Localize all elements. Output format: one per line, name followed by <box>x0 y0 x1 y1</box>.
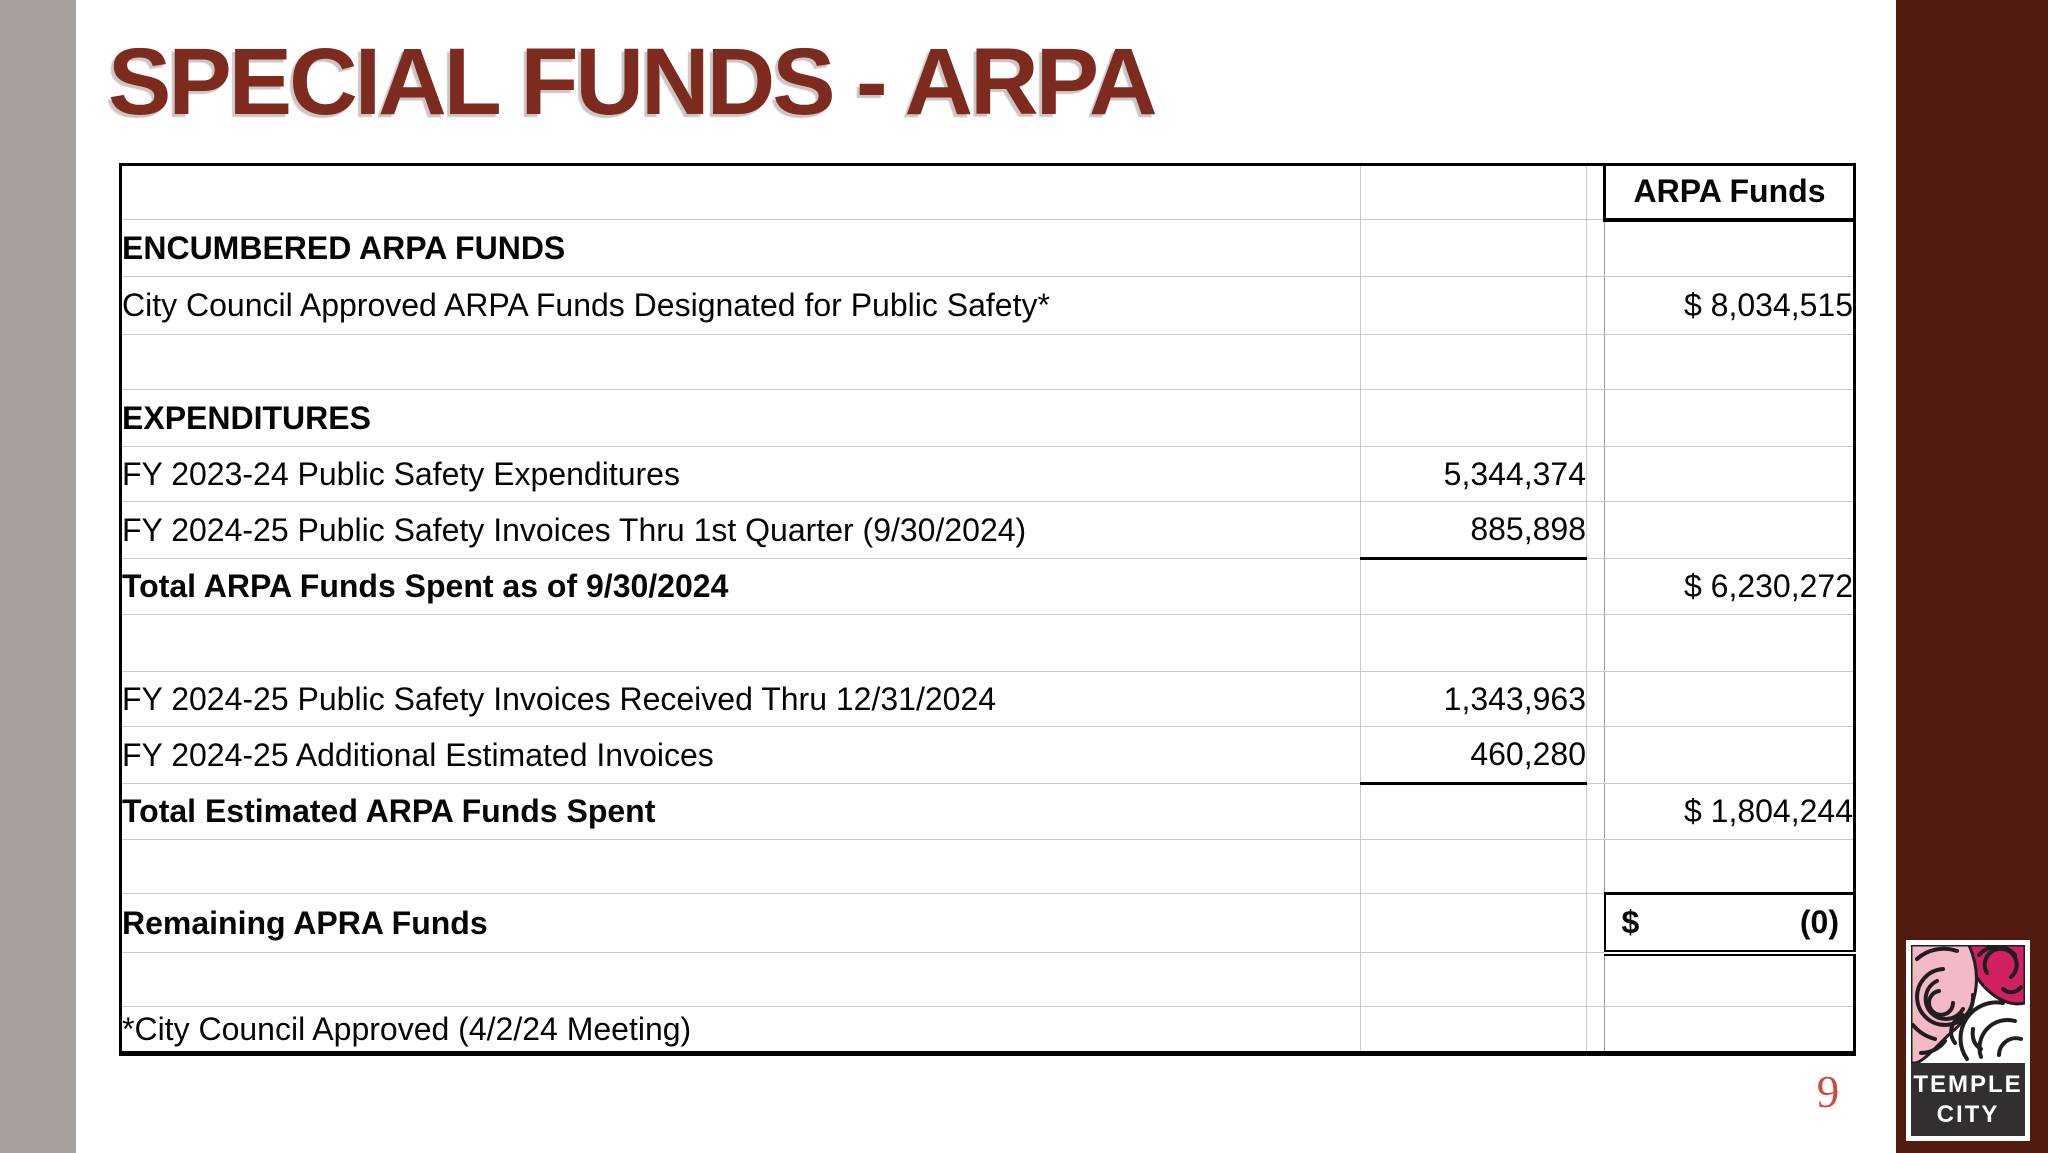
spacer-cell <box>1587 953 1605 1007</box>
amount-cell <box>1361 615 1587 672</box>
spacer-cell <box>1587 894 1605 953</box>
table-row <box>121 559 1855 615</box>
arpa-cell <box>1605 502 1855 559</box>
arpa-funds-column-header: ARPA Funds <box>1605 165 1855 220</box>
page-number: 9 <box>1816 1067 1840 1117</box>
remaining-funds-value-cell <box>1605 894 1855 953</box>
arpa-cell <box>1605 447 1855 502</box>
amount-cell <box>1361 335 1587 390</box>
amount-cell: 1,343,963 <box>1361 672 1587 727</box>
arpa-cell <box>1605 840 1855 894</box>
spacer-cell <box>1587 615 1605 672</box>
amount-cell <box>1361 953 1587 1007</box>
arpa-cell: $ 1,804,244 <box>1605 784 1855 840</box>
table-row <box>121 277 1855 335</box>
desc-cell <box>121 335 1361 390</box>
amount-cell <box>1361 840 1587 894</box>
arpa-cell <box>1605 727 1855 784</box>
table-row <box>121 784 1855 840</box>
arpa-cell <box>1605 1007 1855 1054</box>
slide-title: SPECIAL FUNDS - ARPA <box>108 29 1155 135</box>
desc-cell: FY 2024-25 Public Safety Invoices Thru 1st Quarter (9/30/2024) <box>121 502 1361 559</box>
desc-cell: Total ARPA Funds Spent as of 9/30/2024 <box>121 559 1361 615</box>
desc-cell: EXPENDITURES <box>121 390 1361 447</box>
desc-cell: City Council Approved ARPA Funds Designated for Public Safety* <box>121 277 1361 335</box>
temple-city-logo <box>1906 940 2030 1141</box>
amount-cell: 5,344,374 <box>1361 447 1587 502</box>
table-row <box>121 672 1855 727</box>
spacer-cell <box>1587 502 1605 559</box>
remaining-funds-value <box>1606 904 1854 941</box>
amount-cell <box>1361 277 1587 335</box>
arpa-cell <box>1605 220 1855 277</box>
table-row-footnote <box>121 1007 1855 1054</box>
spacer-cell <box>1587 277 1605 335</box>
logo-wordmark <box>1911 1063 2025 1136</box>
table-row-empty <box>121 953 1855 1007</box>
arpa-cell: $ 6,230,272 <box>1605 559 1855 615</box>
amount-cell: 460,280 <box>1361 727 1587 784</box>
spacer-cell <box>1587 447 1605 502</box>
amount-cell <box>1361 559 1587 615</box>
spacer-cell <box>1587 1007 1605 1054</box>
desc-cell: Total Estimated ARPA Funds Spent <box>121 784 1361 840</box>
arpa-cell <box>1605 953 1855 1007</box>
amount-cell <box>1361 894 1587 953</box>
arpa-cell <box>1605 615 1855 672</box>
spacer-cell <box>1587 672 1605 727</box>
table-row <box>121 220 1855 277</box>
table-row-remaining <box>121 894 1855 953</box>
amount-cell: 885,898 <box>1361 502 1587 559</box>
spacer-cell <box>1587 220 1605 277</box>
spacer-cell <box>1587 165 1605 220</box>
arpa-cell <box>1605 390 1855 447</box>
arpa-cell <box>1605 335 1855 390</box>
arpa-funds-table <box>119 163 1856 1056</box>
table-row <box>121 390 1855 447</box>
spacer-cell <box>1587 335 1605 390</box>
currency-symbol: $ <box>1621 903 1640 940</box>
desc-cell: FY 2023-24 Public Safety Expenditures <box>121 447 1361 502</box>
spacer-cell <box>1587 840 1605 894</box>
table-row-header <box>121 165 1855 220</box>
table-row <box>121 447 1855 502</box>
table-row-empty <box>121 335 1855 390</box>
logo-line1: TEMPLE <box>1913 1070 2023 1098</box>
spacer-cell <box>1587 727 1605 784</box>
arpa-funds-table-wrap <box>119 163 1856 1056</box>
desc-cell <box>121 840 1361 894</box>
spacer-cell <box>1587 559 1605 615</box>
table-row-empty <box>121 615 1855 672</box>
table-row-empty <box>121 840 1855 894</box>
desc-cell <box>121 953 1361 1007</box>
desc-cell: ENCUMBERED ARPA FUNDS <box>121 220 1361 277</box>
table-row <box>121 502 1855 559</box>
arpa-cell <box>1605 672 1855 727</box>
desc-cell: FY 2024-25 Public Safety Invoices Received Thru 12/31/2024 <box>121 672 1361 727</box>
desc-cell <box>121 615 1361 672</box>
desc-cell <box>121 165 1361 220</box>
spacer-cell <box>1587 390 1605 447</box>
remaining-amount: (0) <box>1799 903 1839 940</box>
camellia-flower-art <box>1911 945 2025 1063</box>
amount-cell <box>1361 165 1587 220</box>
left-gray-band <box>0 0 76 1153</box>
desc-cell: FY 2024-25 Additional Estimated Invoices <box>121 727 1361 784</box>
footnote-cell: *City Council Approved (4/2/24 Meeting) <box>121 1007 1361 1054</box>
desc-cell: Remaining APRA Funds <box>121 894 1361 953</box>
arpa-cell: $ 8,034,515 <box>1605 277 1855 335</box>
spacer-cell <box>1587 784 1605 840</box>
amount-cell <box>1361 390 1587 447</box>
amount-cell <box>1361 220 1587 277</box>
amount-cell <box>1361 1007 1587 1054</box>
table-row <box>121 727 1855 784</box>
logo-line2: CITY <box>1936 1100 2000 1128</box>
amount-cell <box>1361 784 1587 840</box>
